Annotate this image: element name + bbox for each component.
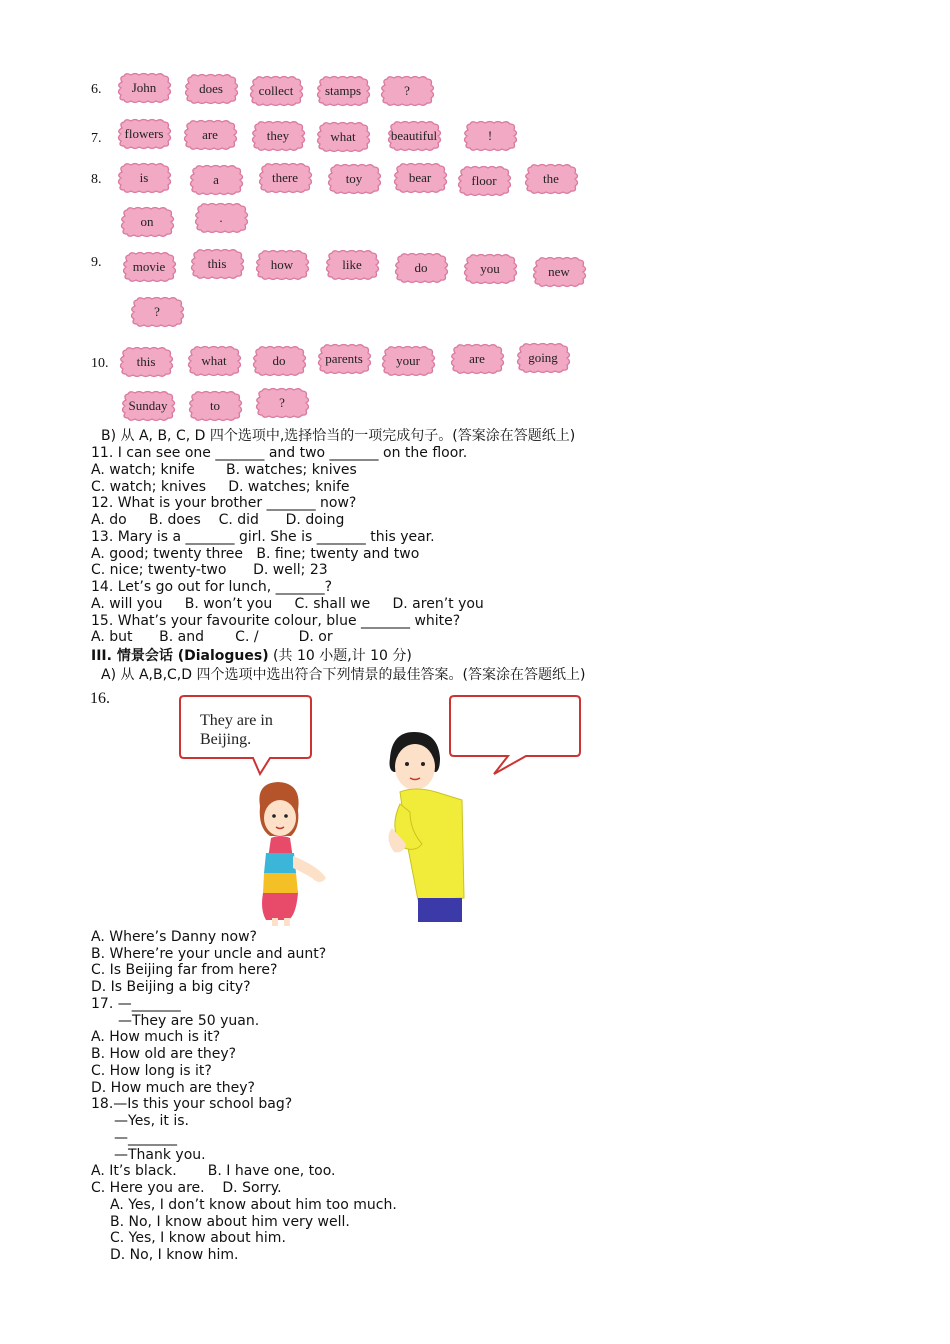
- word-card: a: [188, 164, 244, 196]
- word-card: do: [251, 345, 307, 377]
- word-card: John: [116, 72, 172, 104]
- text-line: 13. Mary is a _______ girl. She is _______ this year.: [91, 529, 435, 545]
- boy-figure: [388, 732, 464, 922]
- word-card: is: [116, 162, 172, 194]
- word-card: ?: [254, 387, 310, 419]
- question-number: 9.: [91, 255, 102, 270]
- text-line: C. nice; twenty-two D. well; 23: [91, 562, 328, 578]
- word-card: what: [186, 345, 242, 377]
- section-title: [91, 648, 412, 665]
- word-card: bear: [392, 162, 448, 194]
- word-card: this: [189, 248, 245, 280]
- word-card: ?: [129, 296, 185, 328]
- option: D. No, I know him.: [110, 1247, 239, 1263]
- word-card: on: [119, 206, 175, 238]
- option: A. It’s black. B. I have one, too.: [91, 1163, 336, 1179]
- text-line: C. watch; knives D. watches; knife: [91, 479, 350, 495]
- word-card: there: [257, 162, 313, 194]
- word-card: what: [315, 121, 371, 153]
- text-line: 12. What is your brother _______ now?: [91, 495, 357, 511]
- option: C. Here you are. D. Sorry.: [91, 1180, 282, 1196]
- question-number: 6.: [91, 82, 102, 97]
- question-18: 18.—Is this your school bag?: [91, 1096, 293, 1112]
- word-card: do: [393, 252, 449, 284]
- text-line: A. good; twenty three B. fine; twenty and two: [91, 546, 420, 562]
- question-number: 7.: [91, 131, 102, 146]
- word-card: are: [449, 343, 505, 375]
- option: B. How old are they?: [91, 1046, 237, 1062]
- option: B. No, I know about him very well.: [110, 1214, 350, 1230]
- option: C. How long is it?: [91, 1063, 212, 1079]
- word-card: .: [193, 202, 249, 234]
- section-title-main: III. 情景会话 (Dialogues): [91, 648, 269, 664]
- word-card: ?: [379, 75, 435, 107]
- text-line: 14. Let’s go out for lunch, _______?: [91, 579, 333, 595]
- word-card: are: [182, 119, 238, 151]
- section-title-rest: (共 10 小题,计 10 分): [268, 648, 412, 664]
- word-card: you: [462, 253, 518, 285]
- text-line: A. will you B. won’t you C. shall we D. aren’t you: [91, 596, 484, 612]
- option: D. How much are they?: [91, 1080, 255, 1096]
- word-card: your: [380, 345, 436, 377]
- word-card: going: [515, 342, 571, 374]
- word-card: to: [187, 390, 243, 422]
- speech-bubble-right: [450, 696, 580, 774]
- text-line: A. do B. does C. did D. doing: [91, 512, 345, 528]
- girl-figure: [259, 782, 326, 926]
- option: B. Where’re your uncle and aunt?: [91, 946, 327, 962]
- word-card: beautiful: [386, 120, 442, 152]
- option: C. Is Beijing far from here?: [91, 962, 278, 978]
- question-number: 10.: [91, 356, 109, 371]
- option: D. Is Beijing a big city?: [91, 979, 251, 995]
- section-subtitle: A) 从 A,B,C,D 四个选项中选出符合下列情景的最佳答案。(答案涂在答题纸上): [101, 667, 586, 683]
- dialogue-line: —_______: [114, 1130, 177, 1146]
- word-card: how: [254, 249, 310, 281]
- question-number: 8.: [91, 172, 102, 187]
- word-card: the: [523, 163, 579, 195]
- dialogue-line: —Thank you.: [114, 1147, 206, 1163]
- word-card: like: [324, 249, 380, 281]
- word-card: collect: [248, 75, 304, 107]
- word-card: this: [118, 346, 174, 378]
- text-line: A. but B. and C. / D. or: [91, 629, 333, 645]
- question-17: 17. —_______: [91, 996, 181, 1012]
- text-line: 11. I can see one _______ and two _______ on the floor.: [91, 445, 468, 461]
- part-b-heading: B) 从 A, B, C, D 四个选项中,选择恰当的一项完成句子。(答案涂在答题纸上): [101, 428, 576, 444]
- bubble-text-line2: Beijing.: [200, 731, 252, 748]
- word-card: flowers: [116, 118, 172, 150]
- text-line: 15. What’s your favourite colour, blue _______ white?: [91, 613, 461, 629]
- word-card: floor: [456, 165, 512, 197]
- word-card: parents: [316, 343, 372, 375]
- word-card: movie: [121, 251, 177, 283]
- text-line: A. watch; knife B. watches; knives: [91, 462, 357, 478]
- word-card: does: [183, 73, 239, 105]
- question-17-answer: —They are 50 yuan.: [118, 1013, 260, 1029]
- word-card: stamps: [315, 75, 371, 107]
- option: A. How much is it?: [91, 1029, 221, 1045]
- word-card: they: [250, 120, 306, 152]
- option: A. Where’s Danny now?: [91, 929, 257, 945]
- word-card: new: [531, 256, 587, 288]
- word-card: toy: [326, 163, 382, 195]
- dialogue-illustration: [88, 688, 588, 928]
- question-number: 16.: [90, 690, 110, 707]
- word-card: !: [462, 120, 518, 152]
- option: A. Yes, I don’t know about him too much.: [110, 1197, 397, 1213]
- bubble-text-line1: They are in: [200, 712, 273, 729]
- dialogue-line: —Yes, it is.: [114, 1113, 189, 1129]
- word-card: Sunday: [120, 390, 176, 422]
- option: C. Yes, I know about him.: [110, 1230, 286, 1246]
